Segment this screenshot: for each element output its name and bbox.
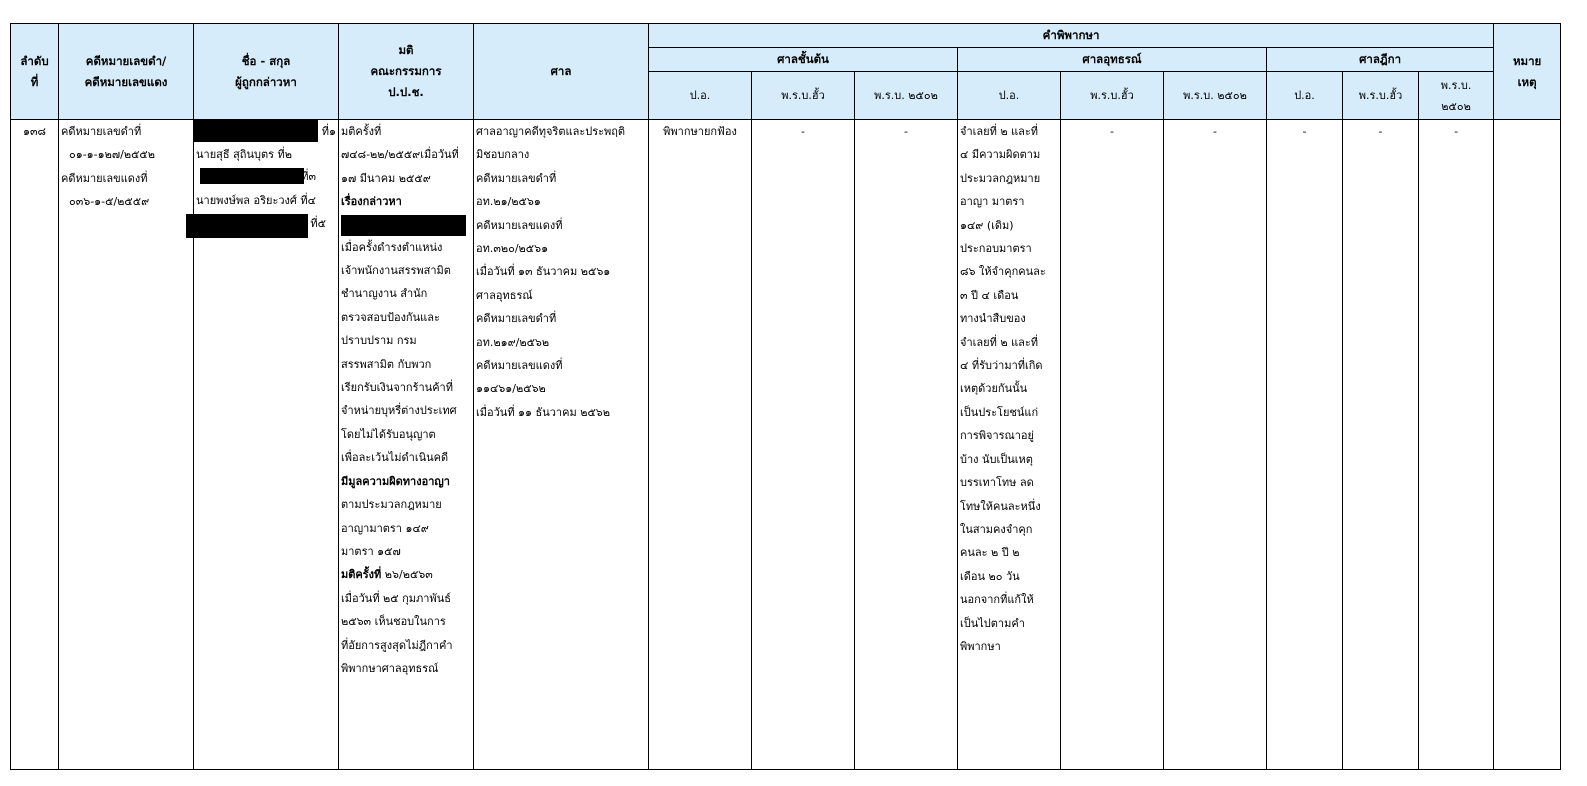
dash: - <box>1454 125 1459 138</box>
header-case-number: คดีหมายเลขดำ/ คดีหมายเลขแดง <box>59 24 194 120</box>
dash: - <box>1110 125 1114 138</box>
appeal-line: ทางนำสืบของ <box>960 312 1026 326</box>
resolution-line: โดยไม่ได้รับอนุญาต <box>341 427 436 441</box>
accused-1-label: ที่๑ <box>321 125 336 138</box>
header-no: ลำดับ ที่ <box>11 24 59 120</box>
court-line: คดีหมายเลขดำที่ <box>476 171 557 185</box>
supreme-act-2502-cell <box>1419 120 1494 770</box>
appeal-line: เดือน ๒๐ วัน <box>960 569 1020 583</box>
appeal-line: นอกจากที่แก้ให้ <box>960 593 1034 607</box>
case-line: คดีหมายเลขแดงที่ <box>61 171 148 185</box>
resolution-line: อาญามาตรา ๑๔๙ <box>341 521 429 535</box>
appeal-line: เป็นประโยชน์แก่ <box>960 405 1039 419</box>
header-appeal-po: ป.อ. <box>958 72 1061 120</box>
court-line: คดีหมายเลขแดงที่ <box>476 359 563 373</box>
resolution-line: พิพากษาศาลอุทธรณ์ <box>341 661 439 675</box>
resolution-line: สรรพสามิต กับพวก <box>341 357 432 371</box>
accused-3-label: ที่๓ <box>301 170 316 183</box>
nacc-resolution-cell <box>339 120 474 770</box>
redaction-block <box>194 120 318 142</box>
appeal-line: บรรเทาโทษ ลด <box>960 476 1034 490</box>
header-first-act-hua: พ.ร.บ.ฮั้ว <box>752 72 855 120</box>
header-appeal-act-2502: พ.ร.บ. ๒๕๐๒ <box>1164 72 1267 120</box>
appeal-line: เป็นไปตามคำ <box>960 616 1025 630</box>
appeal-line: ๔ มีความผิดตาม <box>960 148 1041 162</box>
resolution-line: ตามประมวลกฎหมาย <box>341 498 442 512</box>
header-court-appeal: ศาลอุทธรณ์ <box>958 48 1267 72</box>
court-line: อท.๓๒๐/๒๕๖๑ <box>476 242 549 256</box>
resolution-line: มติครั้งที่ <box>341 125 382 138</box>
case-line: คดีหมายเลขดำที่ <box>61 125 142 138</box>
resolution-line: ที่อัยการสูงสุดไม่ฎีกาคำ <box>341 638 453 652</box>
header-court-first-instance: ศาลชั้นต้น <box>649 48 958 72</box>
dash: - <box>1378 125 1383 138</box>
header-remark: หมาย เหตุ <box>1494 24 1561 120</box>
appeal-line: การพิจารณาอยู่ <box>960 429 1034 443</box>
court-line: อท.๒๑๙/๒๕๖๒ <box>476 335 550 349</box>
appeal-line: ในสามคงจำคุก <box>960 522 1033 536</box>
appeal-po-lines <box>958 120 1060 658</box>
appeal-line: จำเลยที่ ๒ และที่ <box>960 125 1039 138</box>
court-line: อท.๒๑/๒๕๖๑ <box>476 195 541 209</box>
header-first-act-2502: พ.ร.บ. ๒๕๐๒ <box>855 72 958 120</box>
accused-name-cell <box>194 120 339 770</box>
resolution-line: เจ้าพนักงานสรรพสามิต <box>341 264 451 278</box>
appeal-line: ๓ ปี ๔ เดือน <box>960 288 1019 302</box>
supreme-po-cell <box>1267 120 1343 770</box>
appeal-line: ๑๔๙ (เดิม) <box>960 218 1014 232</box>
header-appeal-act-hua: พ.ร.บ.ฮั้ว <box>1061 72 1164 120</box>
redaction-block <box>200 168 304 184</box>
row-number: ๑๓๘ <box>23 125 46 138</box>
resolution-line: จำหน่ายบุหรี่ต่างประเทศ <box>341 404 457 418</box>
appeal-line: จำเลยที่ ๒ และที่ <box>960 335 1039 349</box>
case-line: ๐๑-๑-๑๒๗/๒๕๕๒ <box>69 148 155 162</box>
supreme-act-hua-cell <box>1343 120 1419 770</box>
dash: - <box>904 125 908 138</box>
dash: - <box>1302 125 1307 138</box>
dash: - <box>1213 125 1217 138</box>
header-supreme-act-hua: พ.ร.บ.ฮั้ว <box>1343 72 1419 120</box>
resolution-line: ๒๖/๒๕๖๓ <box>381 568 433 582</box>
court-line: ศาลอาญาคดีทุจริตและประพฤติ <box>476 125 626 138</box>
accused-2-name: นายสุธี สุถินบุตร ที่๒ <box>196 148 292 161</box>
court-line: เมื่อวันที่ ๑๑ ธันวาคม ๒๕๖๒ <box>476 405 611 419</box>
resolution-line: ตรวจสอบป้องกันและ <box>341 310 440 324</box>
header-first-po: ป.อ. <box>649 72 752 120</box>
appeal-line: ๔ ที่รับว่ามาที่เกิด <box>960 359 1043 373</box>
redaction-line <box>341 214 471 236</box>
case-number-cell <box>59 120 194 770</box>
row-number-cell <box>11 120 59 770</box>
header-nacc-resolution: มติ คณะกรรมการ ป.ป.ช. <box>339 24 474 120</box>
resolution-line: มาตรา ๑๕๗ <box>341 544 401 558</box>
appeal-line: บ้าง นับเป็นเหตุ <box>960 452 1033 466</box>
resolution-line: เรียกรับเงินจากร้านค้าที่ <box>341 381 453 395</box>
header-court: ศาล <box>474 24 649 120</box>
case-line: ๐๓๖-๑-๕/๒๕๕๙ <box>69 195 150 209</box>
table-row <box>11 120 1561 770</box>
dash: - <box>801 125 805 138</box>
resolution-line: ชำนาญงาน สำนัก <box>341 287 428 301</box>
header-accused-name: ชื่อ - สกุล ผู้ถูกกล่าวหา <box>194 24 339 120</box>
judgment-table <box>10 23 1561 770</box>
resolution-line: เมื่อครั้งดำรงตำแหน่ง <box>341 240 443 254</box>
appeal-line: ประมวลกฎหมาย <box>960 171 1041 185</box>
resolution-line: ปราบปราม กรม <box>341 334 417 348</box>
appeal-line: อาญา มาตรา <box>960 195 1025 209</box>
header-court-supreme: ศาลฎีกา <box>1267 48 1494 72</box>
appeal-act-2502-cell <box>1164 120 1267 770</box>
resolution-line: ๗๔๘-๒๒/๒๕๕๙เมื่อวันที่ <box>341 148 459 162</box>
appeal-line: ประกอบมาตรา <box>960 242 1032 256</box>
resolution-line: ๑๗ มีนาคม ๒๕๕๙ <box>341 171 431 185</box>
court-cell <box>474 120 649 770</box>
header-supreme-po: ป.อ. <box>1267 72 1343 120</box>
first-instance-act-hua-cell <box>752 120 855 770</box>
resolution-heading: เรื่องกล่าวหา <box>341 195 402 209</box>
court-line: คดีหมายเลขแดงที่ <box>476 218 563 232</box>
accused-5-label: ที่๕ <box>310 217 326 230</box>
resolution-line: เพื่อละเว้นไม่ดำเนินคดี <box>341 451 449 465</box>
court-line: ๑๑๔๖๑/๒๕๖๒ <box>476 382 546 396</box>
accused-4-name: นายพงษ์พล อริยะวงศ์ ที่๔ <box>196 194 316 207</box>
redaction-block <box>186 214 308 238</box>
appeal-act-hua-cell <box>1061 120 1164 770</box>
court-line: มิชอบกลาง <box>476 148 530 162</box>
header-judgment: คำพิพากษา <box>649 24 1494 48</box>
court-lines <box>474 120 648 424</box>
resolution-line <box>341 563 471 586</box>
appeal-line: ๘๖ ให้จำคุกคนละ <box>960 265 1046 279</box>
first-instance-act-2502-cell <box>855 120 958 770</box>
resolution-line: เมื่อวันที่ ๒๕ กุมภาพันธ์ <box>341 591 451 605</box>
appeal-line: พิพากษา <box>960 639 1001 653</box>
first-instance-po-cell <box>649 120 752 770</box>
appeal-line: เหตุด้วยกันนั้น <box>960 382 1028 396</box>
remark-cell <box>1494 120 1561 770</box>
court-line: ศาลอุทธรณ์ <box>476 288 533 302</box>
court-line: คดีหมายเลขดำที่ <box>476 312 557 326</box>
first-instance-po: พิพากษายกฟ้อง <box>663 125 737 138</box>
redaction-block <box>341 215 466 236</box>
resolution-heading: มติครั้งที่ <box>341 568 382 582</box>
appeal-line: โทษให้คนละหนึ่ง <box>960 499 1041 513</box>
court-line: เมื่อวันที่ ๑๓ ธันวาคม ๒๕๖๑ <box>476 265 611 279</box>
appeal-line: คนละ ๒ ปี ๒ <box>960 546 1020 560</box>
resolution-heading: มีมูลความผิดทางอาญา <box>341 474 450 488</box>
header-supreme-act-2502: พ.ร.บ. ๒๕๐๒ <box>1419 72 1494 120</box>
resolution-line: ๒๕๖๓ เห็นชอบในการ <box>341 615 446 629</box>
appeal-po-cell <box>958 120 1061 770</box>
